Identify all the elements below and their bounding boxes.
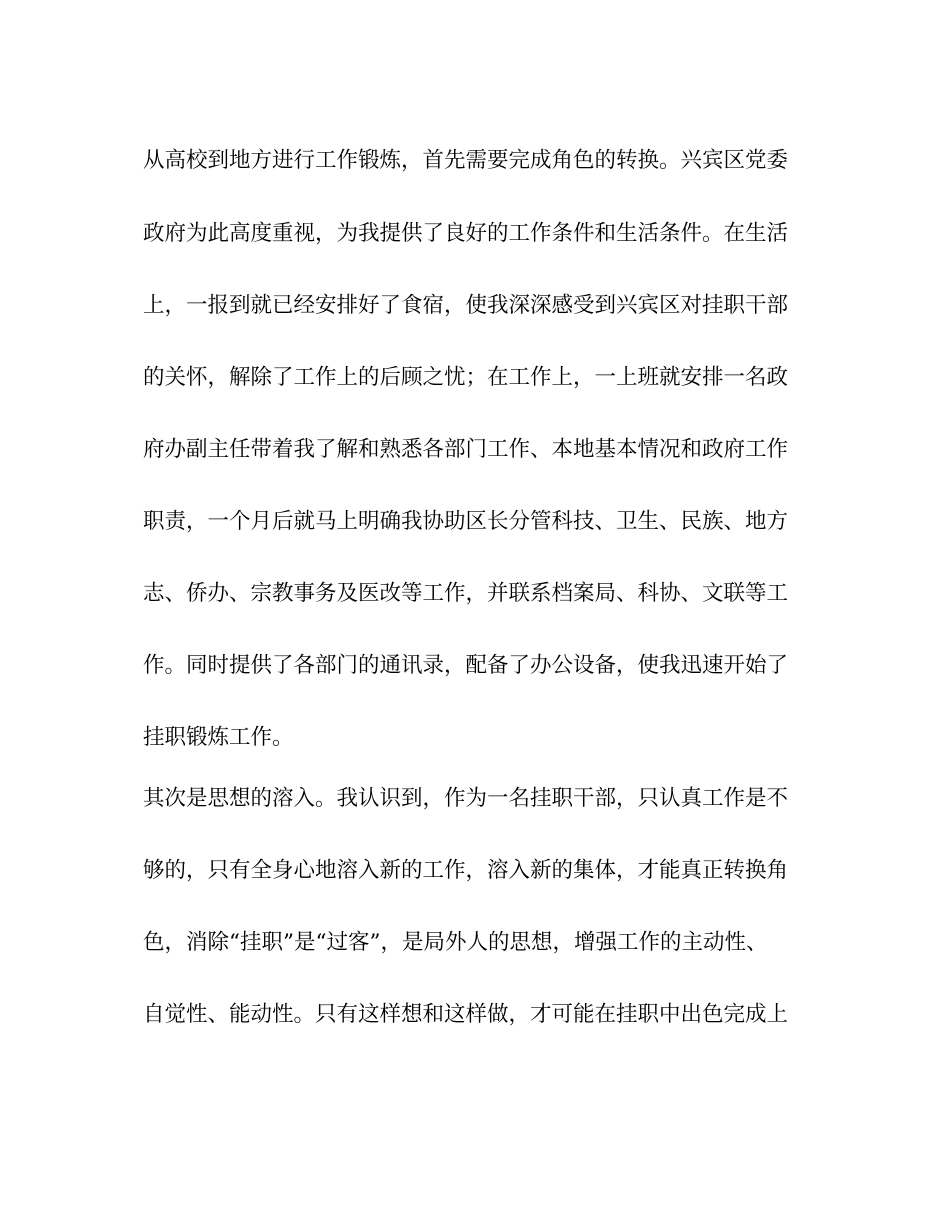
- text-line: 上，一报到就已经安排好了食宿，使我深深感受到兴宾区对挂职干部: [143, 293, 789, 318]
- text-line: 挂职锻炼工作。: [143, 725, 294, 750]
- text-line: 够的，只有全身心地溶入新的工作，溶入新的集体，才能真正转换角: [143, 858, 789, 883]
- text-line: 政府为此高度重视，为我提供了良好的工作条件和生活条件。在生活: [143, 221, 789, 246]
- text-line: 从高校到地方进行工作锻炼，首先需要完成角色的转换。兴宾区党委: [143, 148, 789, 173]
- text-line: 色，消除“挂职”是“过客”，是局外人的思想，增强工作的主动性、: [143, 930, 768, 955]
- text-line: 作。同时提供了各部门的通讯录，配备了办公设备，使我迅速开始了: [143, 653, 789, 678]
- text-line: 志、侨办、宗教事务及医改等工作，并联系档案局、科协、文联等工: [143, 581, 789, 606]
- text-line: 职责，一个月后就马上明确我协助区长分管科技、卫生、民族、地方: [143, 509, 789, 534]
- text-line: 其次是思想的溶入。我认识到，作为一名挂职干部，只认真工作是不: [143, 786, 789, 811]
- text-line: 自觉性、能动性。只有这样想和这样做，才可能在挂职中出色完成上: [143, 1002, 789, 1027]
- text-line: 的关怀，解除了工作上的后顾之忧；在工作上，一上班就安排一名政: [143, 365, 789, 390]
- text-line: 府办副主任带着我了解和熟悉各部门工作、本地基本情况和政府工作: [143, 437, 789, 462]
